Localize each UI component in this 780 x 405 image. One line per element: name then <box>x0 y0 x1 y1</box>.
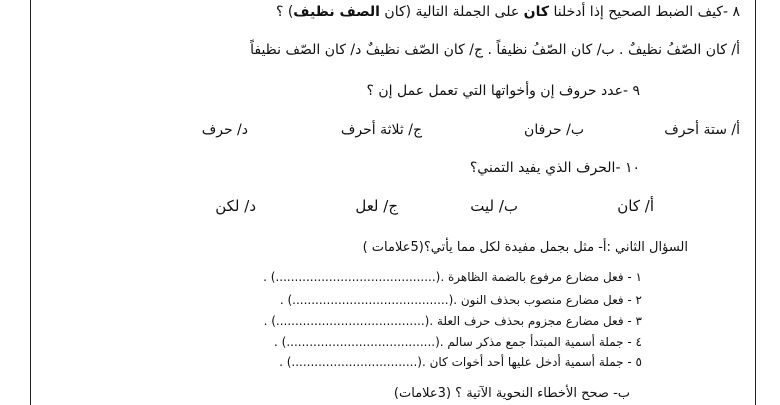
section-2-item-2: ٢ - فعل مضارع منصوب بحذف النون .(.........................................) . <box>279 293 642 307</box>
question-8-text: ٨ -كيف الضبط الصحيح إذا أدخلنا <box>549 4 740 20</box>
question-10: ١٠ -الحرف الذي يفيد التمني؟ <box>469 160 640 176</box>
option-b: ب/ كان الصّفُ نظيفاً . <box>487 42 615 58</box>
section-2-item-3: ٣ - فعل مضارع مجزوم بحذف حرف العلة .(.......................................) . <box>263 314 642 328</box>
question-8-text-cont: على الجملة التالية (كان <box>379 4 524 20</box>
q10-option-a: أ/ كان <box>617 197 654 215</box>
section-2-item-4: ٤ - جملة أسمية المبتدأ جمع مذكر سالم .(.......................................) . <box>274 335 642 349</box>
question-8 <box>276 4 740 20</box>
section-2-title: السؤال الثاني :أ- مثل بجمل مفيدة لكل مما يأتي؟(5علامات ) <box>362 240 688 255</box>
q10-option-d: د/ لكن <box>215 197 256 215</box>
section-2-item-1: ١ - فعل مضارع مرفوع بالضمة الظاهرة .(..........................................) . <box>263 270 642 284</box>
question-8-text-end: ) ؟ <box>275 4 294 20</box>
option-c: ج/ كان الصّف نظيفٌ <box>365 42 484 58</box>
q9-option-a: أ/ ستة أحرف <box>664 122 740 138</box>
q9-option-d: د/ حرف <box>201 122 248 138</box>
q9-option-c: ج/ ثلاثة أحرف <box>340 122 422 138</box>
option-d: د/ كان الصّف نظيفاً <box>250 42 362 58</box>
q9-option-b: ب/ حرفان <box>524 122 584 138</box>
question-8-options <box>250 42 740 58</box>
section-2-item-5: ٥ - جملة أسمية أدخل عليها أحد أخوات كان .(.................................) . <box>279 355 642 369</box>
q10-option-c: ج/ لعل <box>355 197 398 215</box>
part-b-title: ب- صحح الأخطاء النحوية الآتية ؟ (3علامات) <box>393 386 630 401</box>
question-8-bold-kana: كان <box>523 4 549 20</box>
option-a: أ/ كان الصّفُ نظيفٌ . <box>614 42 740 58</box>
q10-option-b: ب/ ليت <box>470 197 518 215</box>
question-9: ٩ -عدد حروف إن وأخواتها التي تعمل عمل إن ؟ <box>366 83 640 99</box>
question-8-bold-sentence: الصف نظيف <box>293 4 380 20</box>
